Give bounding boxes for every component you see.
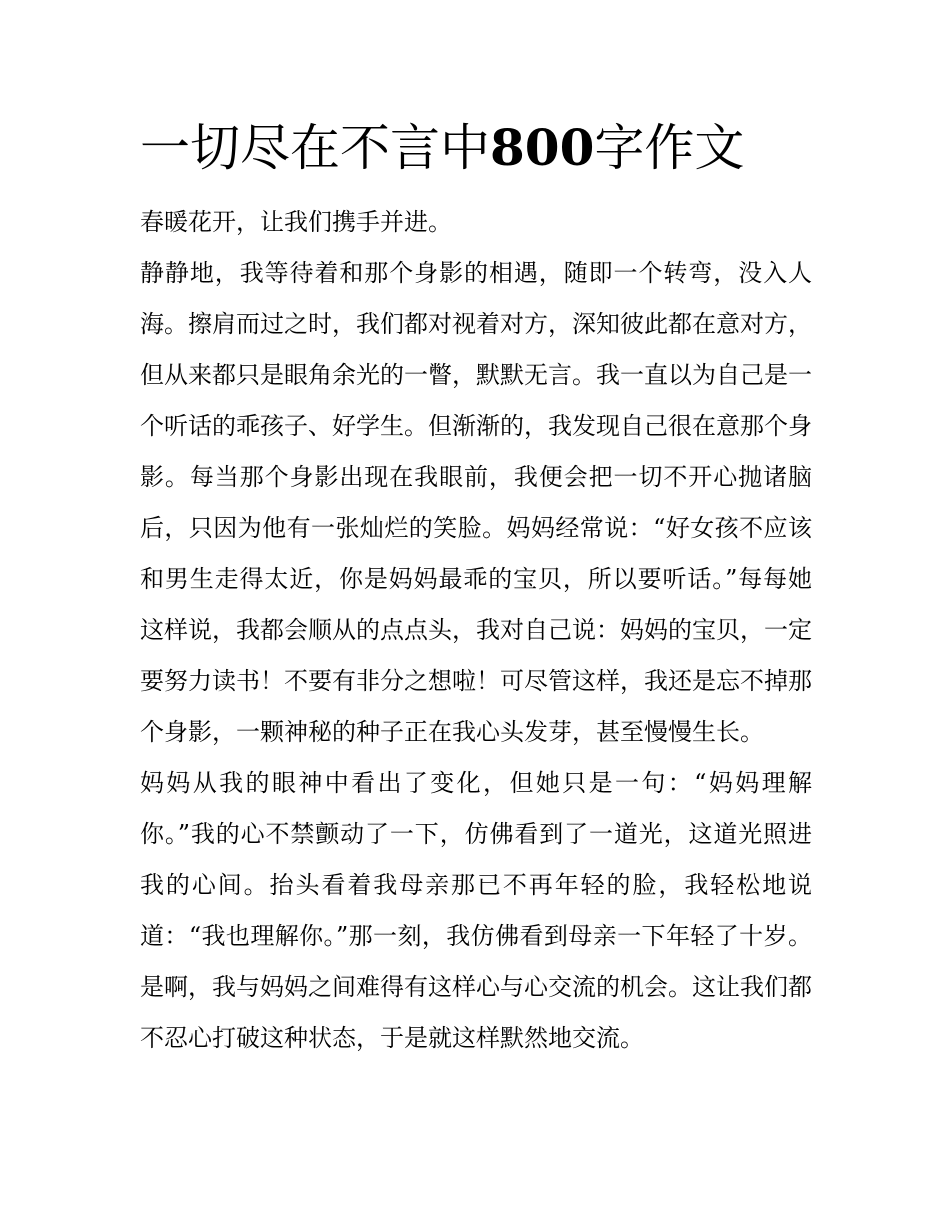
title-prefix: 一切尽在不言中 bbox=[140, 119, 490, 177]
paragraph-2: 静静地，我等待着和那个身影的相遇，随即一个转弯，没入人海。擦肩而过之时，我们都对视着对方，深知彼此都在意对方，但从来都只是眼角余光的一瞥，默默无言。我一直以为自己是一个听话的乖孩子、好学生。但渐渐的，我发现自己很在意那个身影。每当那个身影出现在我眼前，我便会把一切不开心抛诸脑后，只因为他有一张灿烂的笑脸。妈妈经常说：“好女孩不应该和男生走得太近，你是妈妈最乖的宝贝，所以要听话。”每每她这样说，我都会顺从的点点头，我对自己说：妈妈的宝贝，一定要努力读书！不要有非分之想啦！可尽管这样，我还是忘不掉那个身影，一颗神秘的种子正在我心头发芽，甚至慢慢生长。 bbox=[140, 259, 812, 746]
document-title bbox=[140, 116, 820, 180]
paragraph-3: 妈妈从我的眼神中看出了变化，但她只是一句：“妈妈理解你。”我的心不禁颤动了一下，仿佛看到了一道光，这道光照进我的心间。抬头看着我母亲那已不再年轻的脸，我轻松地说道：“我也理解你。”那一刻，我仿佛看到母亲一下年轻了十岁。是啊，我与妈妈之间难得有这样心与心交流的机会。这让我们都不忍心打破这种状态，于是就这样默然地交流。 bbox=[140, 769, 812, 1052]
title-number: 800 bbox=[490, 118, 595, 177]
document-body bbox=[140, 197, 812, 1064]
paragraph-1: 春暖花开，让我们携手并进。 bbox=[140, 208, 452, 236]
title-suffix: 字作文 bbox=[594, 119, 745, 177]
